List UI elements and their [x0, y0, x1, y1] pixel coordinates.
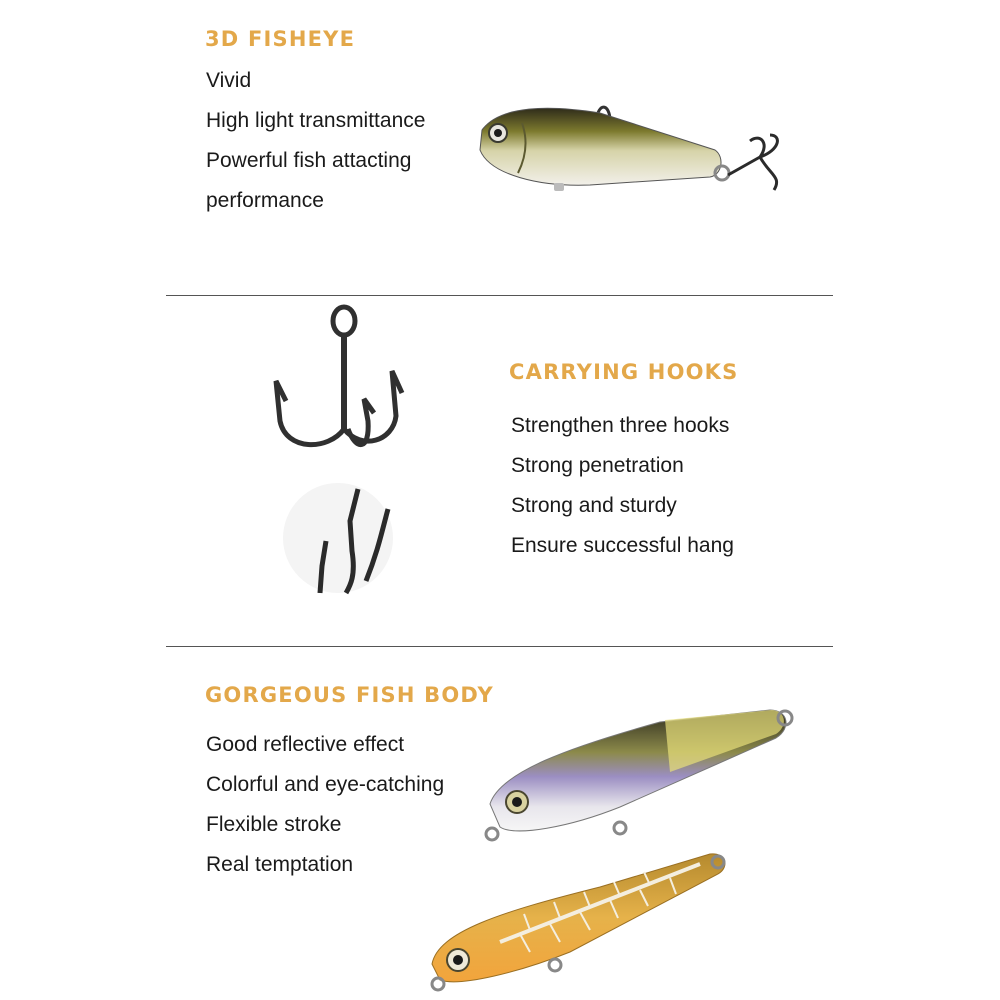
- treble-hook-icon: [258, 301, 428, 466]
- feature-list: [206, 61, 425, 221]
- list-item: Strong penetration: [511, 454, 684, 477]
- list-item: performance: [206, 189, 324, 212]
- section-heading: 3D FISHEYE: [205, 27, 356, 51]
- section-heading: GORGEOUS FISH BODY: [205, 683, 494, 707]
- list-item: Good reflective effect: [206, 733, 405, 756]
- list-item: Real temptation: [206, 853, 354, 876]
- fishing-lure-icon: [470, 95, 790, 230]
- list-item: Powerful fish attacting: [206, 149, 412, 172]
- list-item: Colorful and eye-catching: [206, 773, 445, 796]
- list-item: Ensure successful hang: [511, 534, 734, 557]
- fishing-lures-icon: [420, 702, 805, 992]
- section-fish-body: [0, 647, 1000, 1000]
- section-fisheye: [0, 0, 1000, 295]
- section-heading: CARRYING HOOKS: [509, 360, 739, 384]
- hook-point-closeup-icon: [278, 481, 398, 596]
- list-item: Vivid: [206, 69, 252, 92]
- list-item: Strengthen three hooks: [511, 414, 730, 437]
- section-hooks: [0, 296, 1000, 646]
- list-item: Strong and sturdy: [511, 494, 677, 517]
- feature-list: [511, 406, 734, 566]
- list-item: Flexible stroke: [206, 813, 342, 836]
- feature-list: [206, 725, 444, 885]
- list-item: High light transmittance: [206, 109, 426, 132]
